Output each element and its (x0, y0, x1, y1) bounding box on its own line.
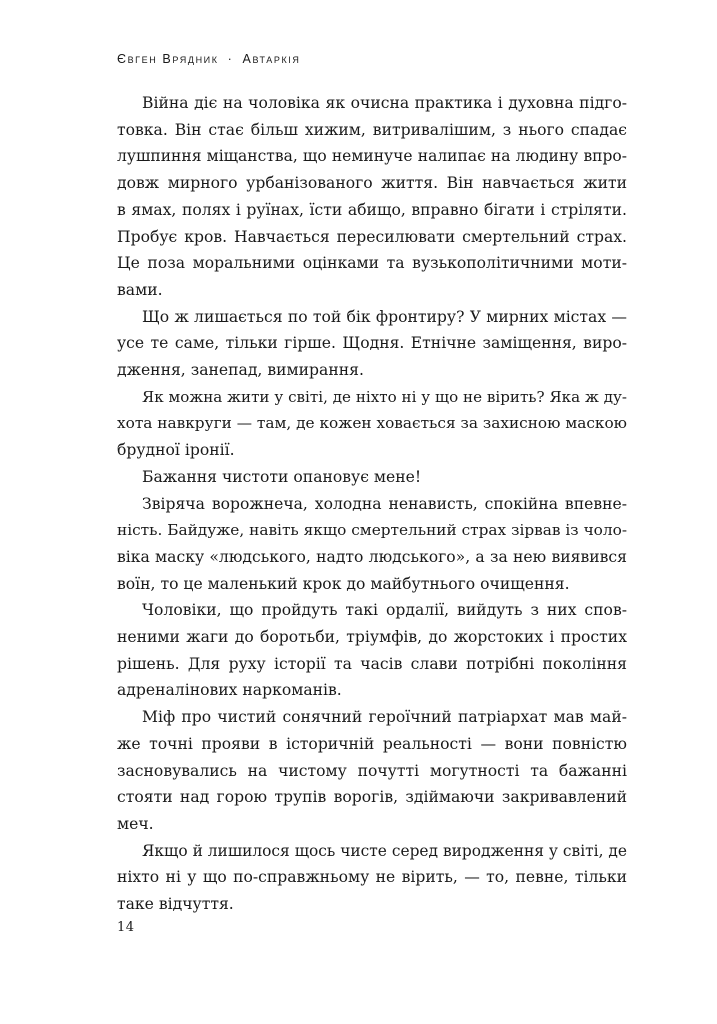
text-line: Що ж лишається по той бік фронтиру? У мирних містах — (142, 307, 627, 326)
text-line: рішень. Для руху історії та часів слави потрібні покоління (117, 654, 627, 673)
header-separator: · (227, 52, 234, 66)
paragraph (117, 491, 627, 598)
text-line: брудної іронії. (117, 441, 235, 460)
text-line: ніхто ні у що по-справжньому не вірить, — то, певне, тільки (117, 868, 627, 887)
paragraph (117, 304, 627, 384)
text-line: же точні прояви в історичній реальності — вони повністю (117, 734, 627, 753)
text-line: ність. Байдуже, навіть якщо смертельний страх зірвав із чоло- (117, 521, 627, 540)
text-line: хота навкруги — там, де кожен ховається за захисною маскою (117, 414, 627, 433)
text-line: меч. (117, 814, 154, 833)
text-line: Це поза моральними оцінками та вузькополітичними моти- (117, 254, 627, 273)
text-line: Міф про чистий сонячний героїчний патріархат мав май- (142, 708, 627, 727)
text-line: стояти над горою трупів ворогів, здіймаючи закривавлений (117, 788, 627, 807)
text-line: товка. Він стає більш хижим, витривалішим, з нього спадає (117, 120, 627, 139)
text-line: дження, занепад, вимирання. (117, 361, 364, 380)
text-line: Бажання чистоти опановує мене! (142, 467, 422, 486)
text-line: засновувались на чистому почутті могутності та бажанні (117, 761, 627, 780)
text-line: таке відчуття. (117, 895, 234, 914)
paragraph (117, 597, 627, 704)
text-line: неними жаги до боротьби, тріумфів, до жорстоких і простих (117, 628, 627, 647)
header-title: Автаркія (242, 52, 301, 66)
text-line: довж мирного урбанізованого життя. Він навчається жити (117, 174, 627, 193)
text-line: Війна діє на чоловіка як очисна практика і духовна підго- (142, 94, 627, 112)
running-header (117, 52, 301, 66)
paragraph (117, 838, 627, 918)
text-line: Чоловіки, що пройдуть такі ордалії, вийдуть з них спов- (142, 601, 627, 620)
text-line: Пробує кров. Навчається пересилювати смертельний страх. (117, 227, 627, 246)
paragraph (117, 384, 627, 464)
text-line: Звіряча ворожнеча, холодна ненависть, спокійна впевне- (142, 494, 627, 513)
text-line: вами. (117, 280, 163, 299)
text-line: лушпиння міщанства, що неминуче налипає на людину впро- (117, 147, 627, 166)
body-text (117, 90, 627, 918)
text-line: воїн, то це маленький крок до майбутнього очищення. (117, 574, 570, 593)
paragraph (117, 464, 627, 491)
text-line: Як можна жити у світі, де ніхто ні у що не вірить? Яка ж ду- (142, 387, 627, 406)
text-line: віка маску «людського, надто людського», а за нею виявився (117, 547, 627, 566)
text-line: адреналінових наркоманів. (117, 681, 342, 700)
paragraph (117, 90, 627, 304)
text-line: в ямах, полях і руїнах, їсти абищо, вправно бігати і стріляти. (117, 200, 627, 219)
text-line: усе те саме, тільки гірше. Щодня. Етнічне заміщення, виро- (117, 334, 627, 353)
paragraph (117, 704, 627, 838)
text-line: Якщо й лишилося щось чисте серед виродження у світі, де (142, 841, 627, 860)
page-number: 14 (117, 920, 135, 935)
header-author: Євген Врядник (117, 52, 219, 66)
